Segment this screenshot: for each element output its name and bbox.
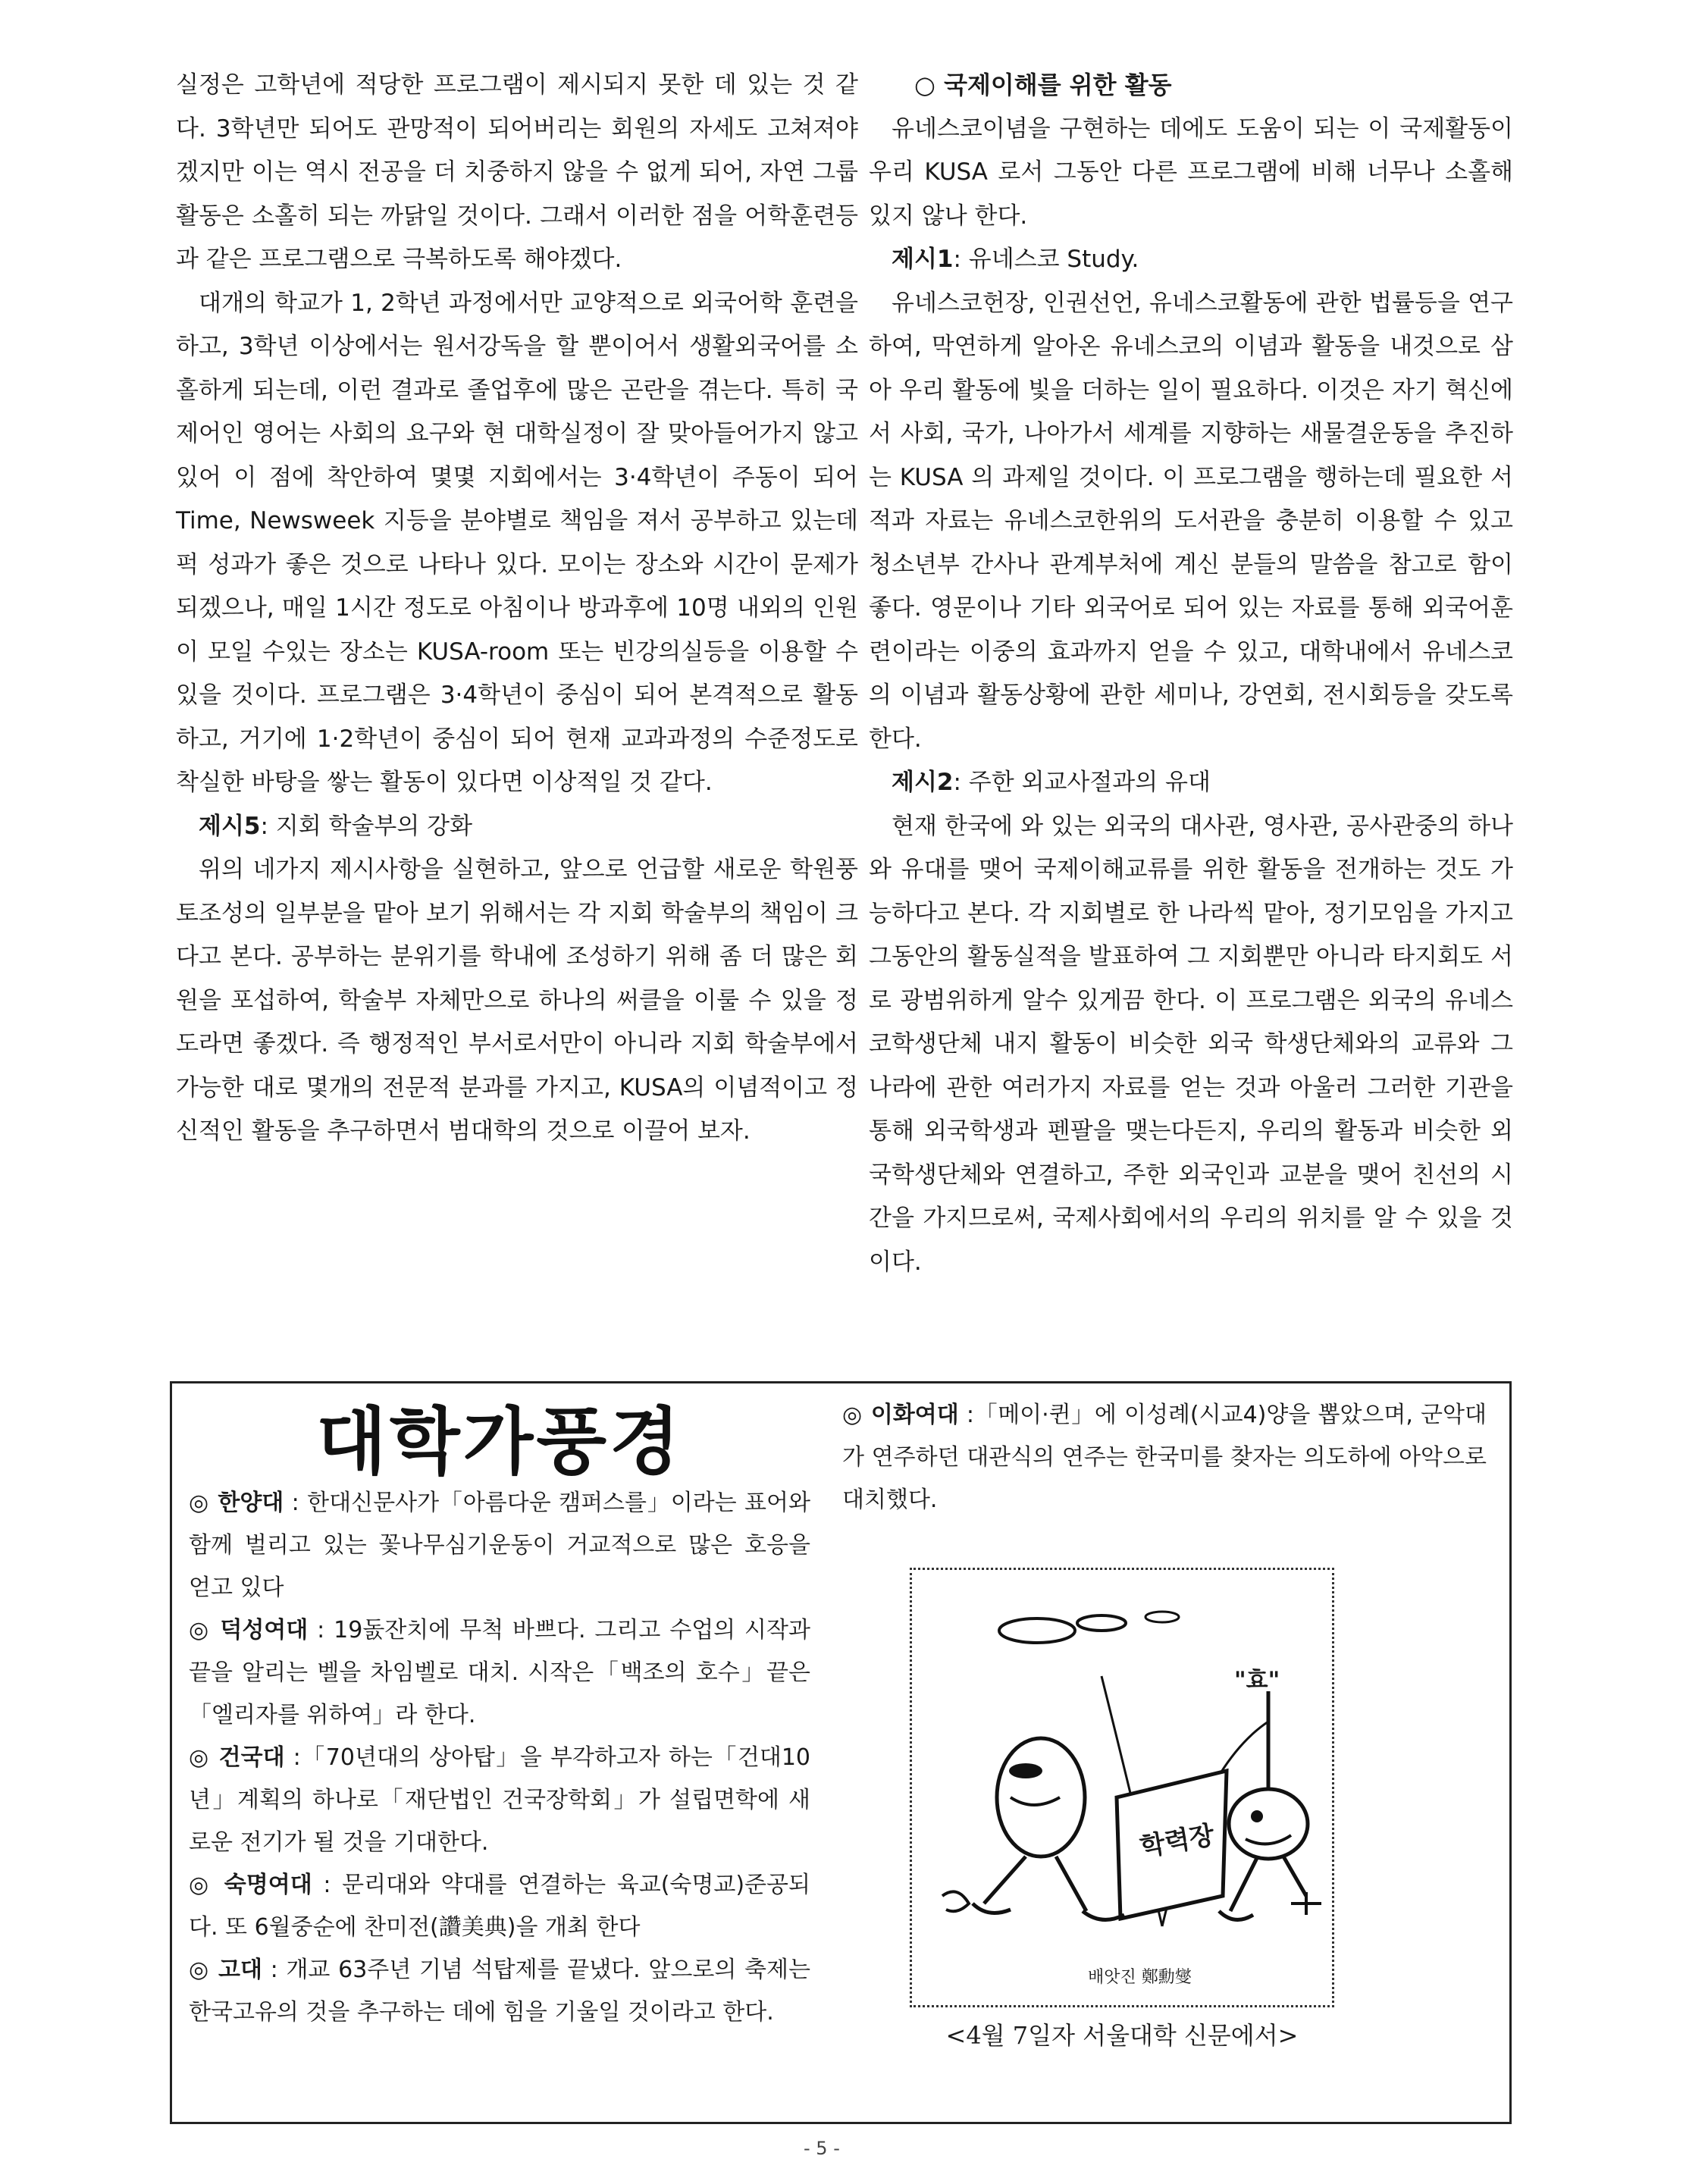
news-item-ewha (842, 1394, 1487, 1521)
news-item-korea-univ (189, 1949, 810, 2034)
news-item-konkuk (189, 1737, 810, 1864)
news-item-text: : 문리대와 약대를 연결하는 육교(숙명교)준공되다. 또 6월중순에 찬미전(讚美典)을 개최 한다 (189, 1872, 810, 1941)
right-paragraph-1: 유네스코이념을 구현하는 데에도 도움이 되는 이 국제활동이 우리 KUSA 로서 그동안 다른 프로그램에 비해 너무나 소홀해 있지 않나 한다. (869, 114, 1513, 230)
left-paragraph-1: 실정은 고학년에 적당한 프로그램이 제시되지 못한 데 있는 것 같다. 3학년만 되어도 관망적이 되어버리는 회원의 자세도 고쳐져야겠지만 이는 역시 전공을 더 치중하지 않을 수 없게 되어, 자연 그룹활동은 소홀히 되는 까닭일 것이다. 그래서 이러한 점을 어학훈련등과 같은 프로그램으로 극복하도록 해야겠다. (176, 71, 858, 273)
news-item-text: :「메이·퀸」에 이성례(시교4)양을 뽑았으며, 군악대가 연주하던 대관식의 연주는 한국미를 찾자는 의도하에 아악으로 대치했다. (842, 1402, 1487, 1513)
news-item-sookmyung (189, 1864, 810, 1949)
cartoon-illustration (910, 1568, 1334, 2007)
proposal-2-title: : 주한 외교사절과의 유대 (953, 769, 1211, 796)
right-paragraph-3: 현재 한국에 와 있는 외국의 대사관, 영사관, 공사관중의 하나와 유대를 맺어 국제이해교류를 위한 활동을 전개하는 것도 가능하다고 본다. 각 지회별로 한 나라씩 맡아, 정기모임을 가지고 그동안의 활동실적을 발표하여 그 지회뿐만 아니라 타지회도 서로 광범위하게 알수 있게끔 한다. 이 프로그램은 외국의 유네스코학생단체 내지 활동이 비슷한 외국 학생단체와의 교류와 그 나라에 관한 여러가지 자료를 얻는 것과 아울러 그러한 기관을 통해 외국학생과 펜팔을 맺는다든지, 우리의 활동과 비슷한 외국학생단체와 연결하고, 주한 외국인과 교분을 맺어 친선의 시간을 가지므로써, 국제사회에서의 우리의 위치를 알 수 있을 것이다. (869, 812, 1513, 1276)
news-item-name: ◎ 고대 (189, 1957, 262, 1983)
cartoon-drawing (912, 1570, 1332, 2005)
right-paragraph-2: 유네스코헌장, 인권선언, 유네스코활동에 관한 법률등을 연구하여, 막연하게 알아온 유네스코의 이념과 활동을 내것으로 삼아 우리 활동에 빛을 더하는 일이 필요하다. 이것은 자기 혁신에서 사회, 국가, 나아가서 세계를 지향하는 새물결운동을 추진하는 KUSA 의 과제일 것이다. 이 프로그램을 행하는데 필요한 서적과 자료는 유네스코한위의 도서관을 충분히 이용할 수 있고 청소년부 간사나 관계부처에 계신 분들의 말씀을 참고로 함이 좋다. 영문이나 기타 외국어로 되어 있는 자료를 통해 외국어훈련이라는 이중의 효과까지 얻을 수 있고, 대학내에서 유네스코의 이념과 활동상황에 관한 세미나, 강연회, 전시회등을 갖도록 한다. (869, 289, 1513, 753)
page-number: - 5 - (804, 2138, 840, 2159)
news-item-name: ◎ 숙명여대 (189, 1872, 312, 1898)
cartoon-signature: 배앗진 鄭勳燮 (1088, 1968, 1192, 1987)
subheading-proposal-5 (176, 805, 858, 849)
news-item-name: ◎ 이화여대 (842, 1402, 959, 1428)
campus-news-right (842, 1394, 1487, 1521)
news-item-text: :「70년대의 상아탑」을 부각하고자 하는「건대10년」계획의 하나로「재단법인 건국장학회」가 설립면학에 새로운 전기가 될 것을 기대한다. (189, 1744, 811, 1856)
proposal-5-title: : 지회 학술부의 강화 (260, 812, 473, 840)
news-item-name: ◎ 건국대 (189, 1744, 285, 1771)
proposal-2-label: 제시2 (892, 769, 954, 796)
left-paragraph-2: 대개의 학교가 1, 2학년 과정에서만 교양적으로 외국어학 훈련을 하고, 3학년 이상에서는 원서강독을 할 뿐이어서 생활외국어를 소홀하게 되는데, 이런 결과로 졸업후에 많은 곤란을 겪는다. 특히 국제어인 영어는 사회의 요구와 현 대학실정이 잘 맞아들어가지 않고 있어 이 점에 착안하여 몇몇 지회에서는 3·4학년이 주동이 되어 Time, Newsweek 지등을 분야별로 책임을 져서 공부하고 있는데 퍽 성과가 좋은 것으로 나타나 있다. 모이는 장소와 시간이 문제가 되겠으나, 매일 1시간 정도로 아침이나 방과후에 10명 내외의 인원이 모일 수있는 장소는 KUSA-room 또는 빈강의실등을 이용할 수 있을 것이다. 프로그램은 3·4학년이 중심이 되어 본격적으로 활동하고, 거기에 1·2학년이 중심이 되어 현재 교과과정의 수준정도로 착실한 바탕을 쌓는 활동이 있다면 이상적일 것 같다. (176, 289, 858, 796)
news-item-name: ◎ 덕성여대 (189, 1617, 309, 1643)
cartoon-word: "효" (1234, 1667, 1280, 1694)
left-column (176, 64, 858, 1154)
proposal-1-title: : 유네스코 Study. (953, 246, 1139, 273)
news-item-text: : 19돐잔치에 무척 바쁘다. 그리고 수업의 시작과끝을 알리는 벨을 차임벨로 대치. 시작은「백조의 호수」끝은「엘리자를 위하여」라 한다. (189, 1617, 810, 1728)
subheading-proposal-1 (869, 238, 1513, 282)
news-item-hanyang (189, 1482, 810, 1609)
proposal-5-label: 제시5 (199, 812, 261, 840)
subheading-proposal-2 (869, 761, 1513, 805)
cartoon-sign-text: 학력장 (1137, 1819, 1217, 1863)
news-item-text: : 한대신문사가「아름다운 캠퍼스를」이라는 표어와 함께 벌리고 있는 꽃나무심기운동이 거교적으로 많은 호응을 얻고 있다 (189, 1490, 810, 1601)
section-heading-international: ○ 국제이해를 위한 활동 (914, 71, 1172, 99)
cartoon-caption: <4월 7일자 서울대학 신문에서> (945, 2021, 1299, 2050)
campus-news-left (189, 1394, 810, 2034)
right-column (869, 64, 1513, 1284)
news-item-duksung (189, 1609, 810, 1737)
news-item-name: ◎ 한양대 (189, 1490, 284, 1516)
proposal-1-label: 제시1 (892, 246, 954, 273)
news-item-text: : 개교 63주년 기념 석탑제를 끝냈다. 앞으로의 축제는 한국고유의 것을 추구하는 데에 힘을 기울일 것이라고 한다. (189, 1957, 810, 2026)
left-paragraph-3: 위의 네가지 제시사항을 실현하고, 앞으로 언급할 새로운 학원풍토조성의 일부분을 맡아 보기 위해서는 각 지회 학술부의 책임이 크다고 본다. 공부하는 분위기를 학내에 조성하기 위해 좀 더 많은 회원을 포섭하여, 학술부 자체만으로 하나의 써클을 이룰 수 있을 정도라면 좋겠다. 즉 행정적인 부서로서만이 아니라 지회 학술부에서 가능한 대로 몇개의 전문적 분과를 가지고, KUSA의 이념적이고 정신적인 활동을 추구하면서 범대학의 것으로 이끌어 보자. (176, 856, 858, 1145)
masthead-title: 대학가풍경 (316, 1398, 683, 1484)
